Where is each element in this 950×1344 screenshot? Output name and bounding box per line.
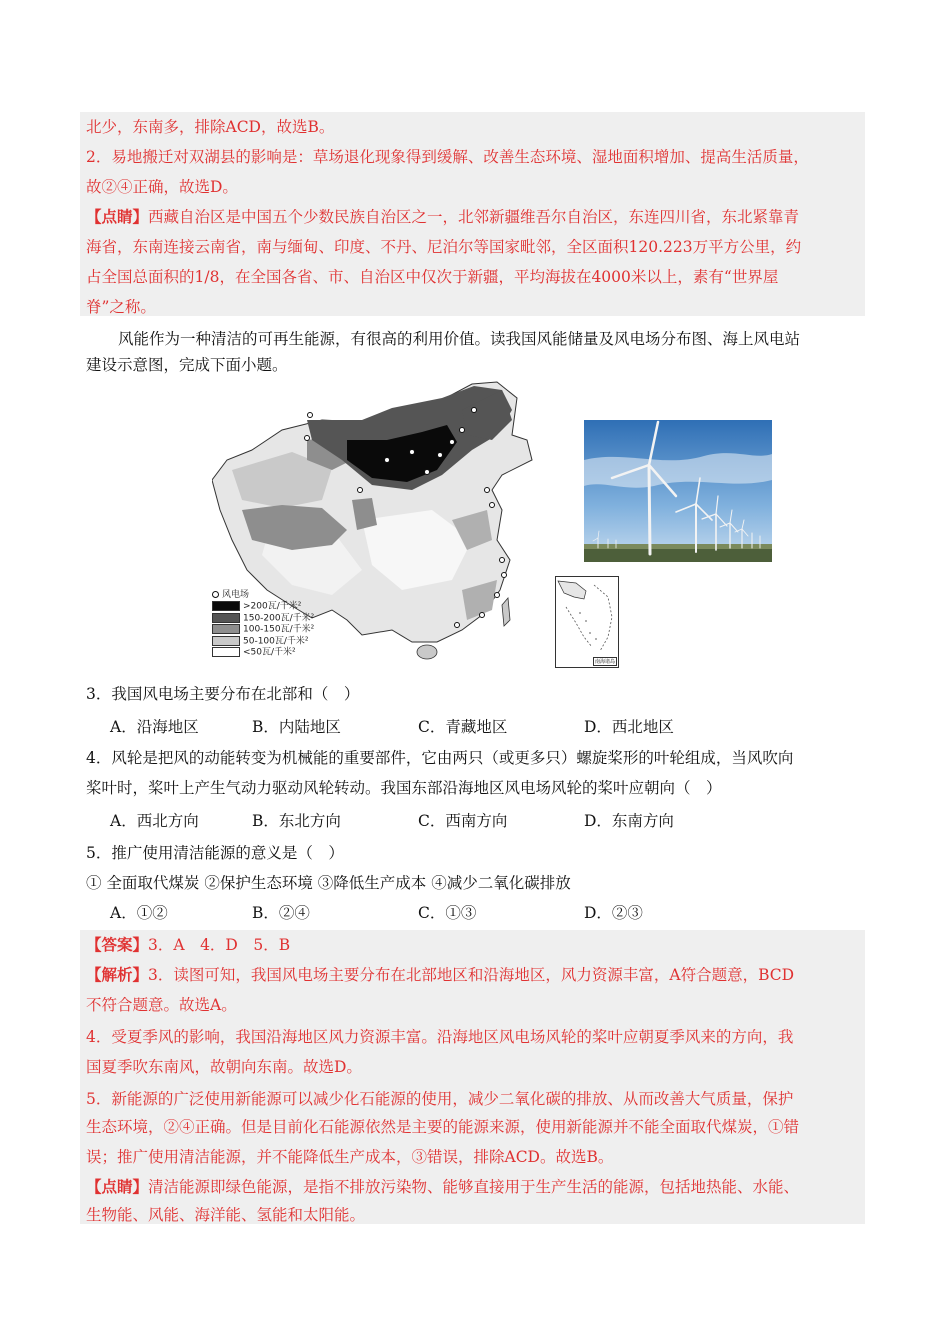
answer-row (86, 934, 866, 956)
q5-option-a[interactable]: A．①② (110, 904, 168, 922)
legend-swatch (212, 601, 240, 611)
legend-item (212, 636, 342, 648)
legend-label: <50瓦/千米² (243, 647, 296, 658)
analysis-line: 误；推广使用清洁能源，并不能降低生产成本，③错误，排除ACD。故选B。 (86, 1148, 614, 1166)
answer-text: 3．A 4．D 5．B (148, 936, 291, 954)
q4-option-d[interactable]: D．东南方向 (584, 812, 674, 830)
q3-option-c[interactable]: C．青藏地区 (418, 718, 508, 736)
analysis-line: 国夏季吹东南风，故朝向东南。故选D。 (86, 1058, 362, 1076)
intro-line: 风能作为一种清洁的可再生能源，有很高的利用价值。读我国风能储量及风电场分布图、海上风电站 (118, 330, 801, 348)
map-legend (212, 590, 342, 659)
tip-paragraph (86, 206, 866, 228)
south-sea-inset (555, 576, 619, 668)
q5-option-b[interactable]: B．②④ (252, 904, 310, 922)
analysis-line: 4．受夏季风的影响，我国沿海地区风力资源丰富。沿海地区风电场风轮的桨叶应朝夏季风来的方向，我 (86, 1028, 794, 1046)
intro-line: 建设示意图，完成下面小题。 (86, 356, 288, 374)
legend-swatch (212, 647, 240, 657)
legend-swatch (212, 636, 240, 646)
wind-turbine-photo (584, 420, 772, 562)
tip-text: 西藏自治区是中国五个少数民族自治区之一，北邻新疆维吾尔自治区，东连四川省，东北紧靠青 (148, 208, 800, 226)
legend-title-row (212, 590, 342, 601)
analysis-tag: 【解析】 (86, 965, 149, 984)
inset-label: 南海诸岛 (594, 659, 615, 665)
legend-title: 风电场 (222, 590, 250, 600)
q5-option-c[interactable]: C．①③ (418, 904, 477, 922)
wind-farm-dot-icon (212, 591, 219, 598)
q4-option-c[interactable]: C．西南方向 (418, 812, 508, 830)
question-4-stem: 4．风轮是把风的动能转变为机械能的重要部件，它由两只（或更多只）螺旋桨形的叶轮组成，当风吹向 (86, 749, 794, 767)
answer-tag: 【答案】 (86, 935, 149, 954)
q3-option-a[interactable]: A．沿海地区 (110, 718, 199, 736)
q4-option-a[interactable]: A．西北方向 (110, 812, 199, 830)
question-5-stem: 5．推广使用清洁能源的意义是（ ） (86, 844, 344, 862)
tip-text: 清洁能源即绿色能源，是指不排放污染物、能够直接用于生产生活的能源，包括地热能、水能、 (148, 1178, 800, 1196)
tip-tag: 【点睛】 (86, 1177, 149, 1196)
tip-line: 占全国总面积的1/8，在全国各省、市、自治区中仅次于新疆，平均海拔在4000米以上，素有“世界屋 (86, 268, 779, 286)
analysis-row (86, 964, 866, 986)
legend-item (212, 624, 342, 636)
answer-line: 故②④正确，故选D。 (86, 178, 238, 196)
legend-label: 100-150瓦/千米² (243, 624, 315, 635)
answer-line: 2．易地搬迁对双湖县的影响是：草场退化现象得到缓解、改善生态环境、湿地面积增加、提高生活质量， (86, 148, 809, 166)
tip-line: 海省，东南连接云南省，南与缅甸、印度、不丹、尼泊尔等国家毗邻，全区面积120.223万平方公里，约 (86, 238, 802, 256)
q5-option-d[interactable]: D．②③ (584, 904, 643, 922)
question-5-statements: ① 全面取代煤炭 ②保护生态环境 ③降低生产成本 ④减少二氧化碳排放 (86, 874, 571, 892)
tip-line: 生物能、风能、海洋能、氢能和太阳能。 (86, 1206, 366, 1224)
legend-item (212, 601, 342, 613)
inset-graphic (556, 577, 618, 667)
tip-paragraph (86, 1176, 866, 1198)
legend-label: 50-100瓦/千米² (243, 636, 309, 646)
answer-line: 北少，东南多，排除ACD，故选B。 (86, 118, 335, 136)
legend-item (212, 613, 342, 625)
tip-tag: 【点睛】 (86, 207, 149, 226)
analysis-line: 5．新能源的广泛使用新能源可以减少化石能源的使用，减少二氧化碳的排放、从而改善大气质量，保护 (86, 1090, 794, 1108)
question-4-stem-cont: 桨叶时，桨叶上产生气动力驱动风轮转动。我国东部沿海地区风电场风轮的桨叶应朝向（ ） (86, 779, 722, 797)
question-3-stem: 3．我国风电场主要分布在北部和（ ） (86, 685, 360, 703)
q3-option-d[interactable]: D．西北地区 (584, 718, 674, 736)
analysis-line: 生态环境，②④正确。但是目前化石能源依然是主要的能源来源，使用新能源并不能全面取代煤炭，①错 (86, 1118, 800, 1136)
analysis-text: 3．读图可知，我国风电场主要分布在北部地区和沿海地区，风力资源丰富，A符合题意，BCD (148, 966, 795, 984)
tip-line: 脊”之称。 (86, 298, 156, 316)
legend-label: 150-200瓦/千米² (243, 613, 315, 623)
turbine-graphic (584, 420, 772, 562)
q3-option-b[interactable]: B．内陆地区 (252, 718, 341, 736)
legend-item (212, 647, 342, 659)
legend-label: >200瓦/千米² (243, 601, 302, 612)
legend-swatch (212, 624, 240, 634)
q4-option-b[interactable]: B．东北方向 (252, 812, 341, 830)
analysis-line: 不符合题意。故选A。 (86, 996, 237, 1014)
legend-swatch (212, 613, 240, 623)
